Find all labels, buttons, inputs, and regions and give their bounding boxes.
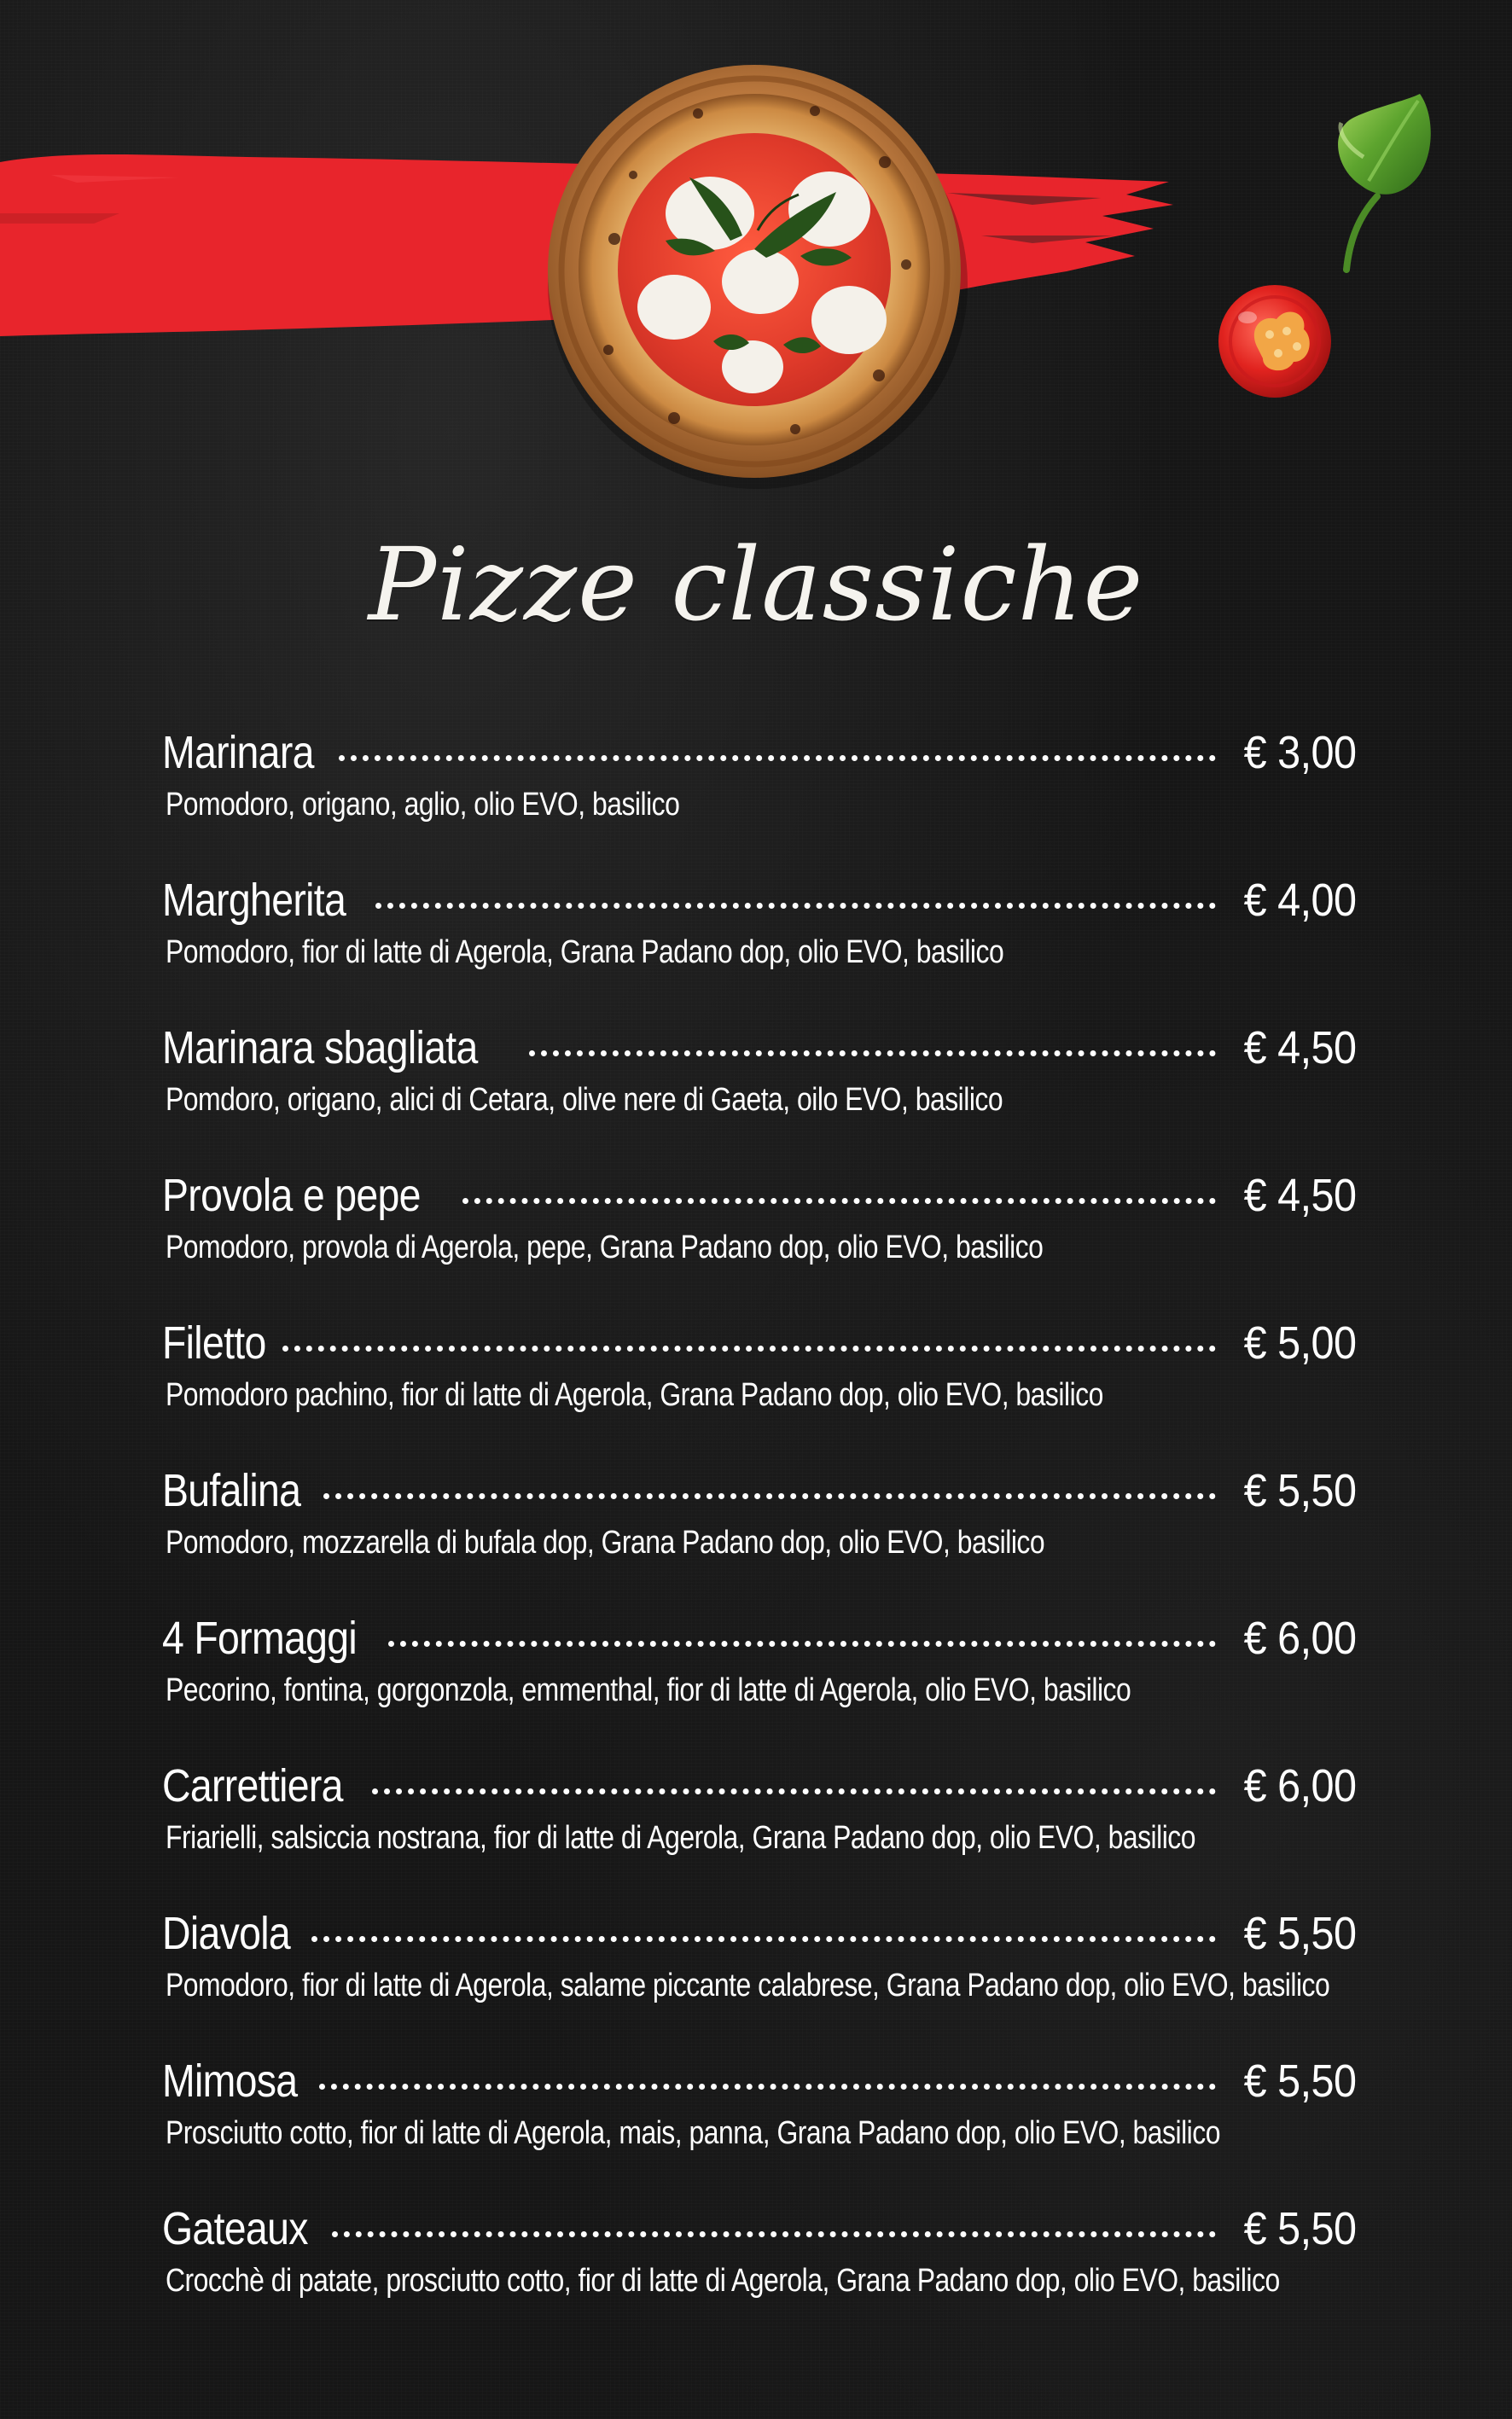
item-description: Pecorino, fontina, gorgonzola, emmenthal, fior di latte di Agerola, olio EVO, basilico — [166, 1672, 1131, 1708]
item-row — [162, 2054, 1357, 2108]
item-row — [162, 873, 1357, 927]
item-row — [162, 1759, 1357, 1813]
item-row — [162, 1316, 1357, 1370]
menu-item-mimosa — [162, 2054, 1357, 2201]
item-name: Marinara — [162, 727, 314, 778]
menu-title: Pizze classiche — [368, 526, 1144, 643]
menu-item-provola-e-pepe — [162, 1168, 1357, 1316]
item-row — [162, 725, 1357, 780]
header-illustration — [0, 0, 1512, 529]
item-description: Pomodoro, mozzarella di bufala dop, Grana Padano dop, olio EVO, basilico — [166, 1525, 1045, 1561]
item-row — [162, 1021, 1357, 1075]
item-description: Pomodoro, fior di latte di Agerola, salame piccante calabrese, Grana Padano dop, olio EVO, basilico — [166, 1968, 1330, 2003]
dotted-leader — [332, 2231, 1217, 2237]
dotted-leader — [311, 1936, 1217, 1942]
item-name: 4 Formaggi — [162, 1613, 358, 1664]
dotted-leader — [339, 755, 1217, 761]
item-row — [162, 2201, 1357, 2256]
menu-item-bufalina — [162, 1463, 1357, 1611]
item-name: Diavola — [162, 1908, 291, 1959]
menu-item-gateaux — [162, 2201, 1357, 2349]
item-row — [162, 1463, 1357, 1518]
menu-item-diavola — [162, 1906, 1357, 2054]
basil-leaf-icon — [1338, 94, 1431, 270]
item-price: € 6,00 — [1244, 1760, 1357, 1811]
item-description: Pomdoro, origano, alici di Cetara, olive nere di Gaeta, oilo EVO, basilico — [166, 1082, 1003, 1118]
item-row — [162, 1906, 1357, 1961]
dotted-leader — [282, 1346, 1216, 1352]
pizza-image — [548, 65, 968, 489]
menu-item-filetto — [162, 1316, 1357, 1463]
menu-item-marinara — [162, 725, 1357, 873]
menu-item-carrettiera — [162, 1759, 1357, 1906]
item-description: Pomodoro, origano, aglio, olio EVO, basilico — [166, 787, 680, 823]
item-price: € 5,00 — [1244, 1317, 1357, 1369]
item-price: € 4,50 — [1244, 1170, 1357, 1221]
item-name: Mimosa — [162, 2056, 298, 2107]
item-description: Pomodoro, fior di latte di Agerola, Grana Padano dop, olio EVO, basilico — [166, 934, 1004, 970]
item-name: Carrettiera — [162, 1760, 343, 1811]
item-name: Provola e pepe — [162, 1170, 421, 1221]
item-description: Pomodoro, provola di Agerola, pepe, Grana Padano dop, olio EVO, basilico — [166, 1230, 1044, 1265]
dotted-leader — [529, 1050, 1217, 1056]
item-price: € 5,50 — [1244, 2203, 1357, 2254]
item-price: € 4,50 — [1244, 1022, 1357, 1073]
item-description: Friarielli, salsiccia nostrana, fior di latte di Agerola, Grana Padano dop, olio EVO, basilico — [166, 1820, 1196, 1856]
item-name: Margherita — [162, 875, 346, 926]
item-price: € 3,00 — [1244, 727, 1357, 778]
tomato-slice-icon — [1218, 285, 1331, 398]
dotted-leader — [462, 1198, 1216, 1204]
item-description: Crocchè di patate, prosciutto cotto, fior di latte di Agerola, Grana Padano dop, olio EVO, basilico — [166, 2263, 1280, 2299]
dotted-leader — [372, 1788, 1216, 1794]
dotted-leader — [375, 903, 1216, 909]
pizza-menu-list — [162, 725, 1357, 2349]
item-price: € 5,50 — [1244, 1465, 1357, 1516]
item-row — [162, 1611, 1357, 1666]
item-price: € 5,50 — [1244, 1908, 1357, 1959]
item-name: Filetto — [162, 1317, 266, 1369]
item-name: Bufalina — [162, 1465, 301, 1516]
item-description: Prosciutto cotto, fior di latte di Agerola, mais, panna, Grana Padano dop, olio EVO, basilico — [166, 2115, 1220, 2151]
item-price: € 6,00 — [1244, 1613, 1357, 1664]
item-name: Marinara sbagliata — [162, 1022, 478, 1073]
item-description: Pomodoro pachino, fior di latte di Agerola, Grana Padano dop, olio EVO, basilico — [166, 1377, 1103, 1413]
item-row — [162, 1168, 1357, 1223]
item-price: € 4,00 — [1244, 875, 1357, 926]
dotted-leader — [323, 1493, 1217, 1499]
item-price: € 5,50 — [1244, 2056, 1357, 2107]
dotted-leader — [319, 2084, 1216, 2090]
menu-item-marinara-sbagliata — [162, 1021, 1357, 1168]
dotted-leader — [388, 1641, 1216, 1647]
menu-item-4-formaggi — [162, 1611, 1357, 1759]
item-name: Gateaux — [162, 2203, 308, 2254]
menu-item-margherita — [162, 873, 1357, 1021]
